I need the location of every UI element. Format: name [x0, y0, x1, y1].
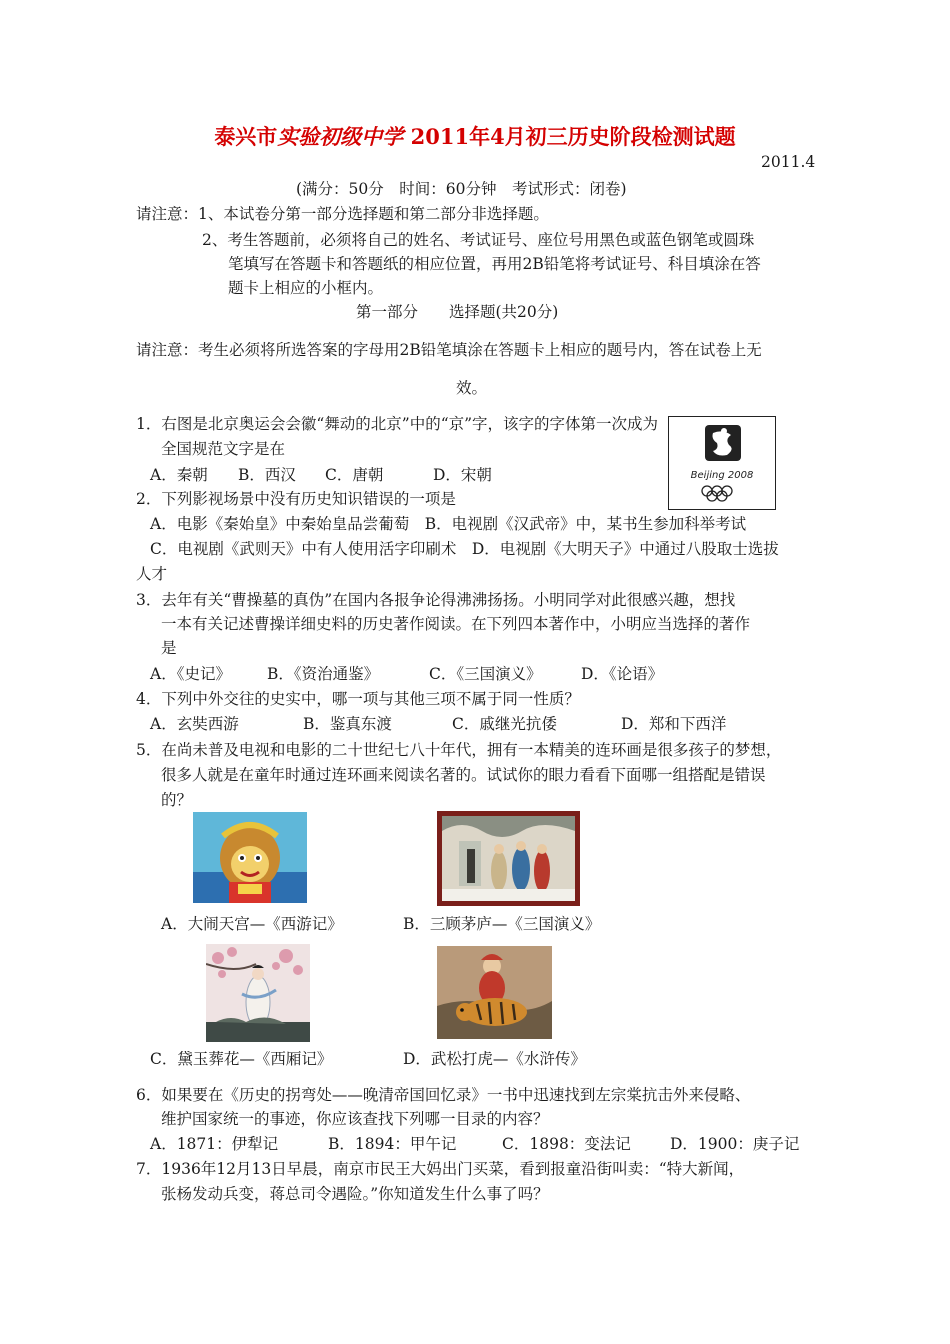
note-1: 请注意：1、本试卷分第一部分选择题和第二部分非选择题。	[136, 205, 549, 223]
q3-option-c: C．《三国演义》	[429, 665, 542, 683]
monkey-king-picture	[193, 812, 307, 903]
exam-meta: (满分：50分 时间：60分钟 考试形式：闭卷)	[296, 180, 627, 198]
q1-line-2: 全国规范文字是在	[161, 440, 286, 458]
q5-caption-a: A．大闹天宫—《西游记》	[161, 915, 343, 933]
q6-option-d: D．1900：庚子记	[670, 1135, 800, 1153]
q6-option-a: A．1871：伊犁记	[150, 1135, 279, 1153]
q1-options	[150, 464, 492, 486]
q1-option-c: C．唐朝	[325, 466, 384, 484]
q5-line-2: 很多人就是在童年时通过连环画来阅读名著的。试试你的眼力看看下面哪一组搭配是错误	[161, 766, 766, 784]
q4-option-c: C．戚继光抗倭	[452, 715, 557, 733]
q4-option-b: B．鉴真东渡	[303, 715, 392, 733]
q3-options	[150, 663, 663, 685]
emblem-text: Beijing 2008	[690, 470, 754, 481]
q4-line-1: 4．下列中外交往的史实中，哪一项与其他三项不属于同一性质？	[136, 690, 580, 708]
beijing-2008-emblem	[668, 416, 776, 510]
section-notice-line-2: 效。	[456, 379, 488, 397]
q5-caption-d: D．武松打虎—《水浒传》	[403, 1050, 586, 1068]
q1-option-d: D．宋朝	[433, 466, 492, 484]
q5-line-1: 5．在尚未普及电视和电影的二十世纪七八十年代，拥有一本精美的连环画是很多孩子的梦想，	[136, 741, 782, 759]
q3-line-1: 3．去年有关“曹操墓的真伪”在国内各报争论得沸沸扬扬。小明同学对此很感兴趣，想找	[136, 591, 736, 609]
q2-line-4: 人才	[136, 565, 168, 583]
q2-line-2: A．电影《秦始皇》中秦始皇品尝葡萄 B．电视剧《汉武帝》中，某书生参加科举考试	[150, 515, 747, 533]
q5-caption-c: C．黛玉葬花—《西厢记》	[150, 1050, 333, 1068]
q4-option-d: D．郑和下西洋	[621, 715, 727, 733]
q3-option-b: B．《资治通鉴》	[267, 665, 380, 683]
q2-line-3: C．电视剧《武则天》中有人使用活字印刷术 D．电视剧《大明天子》中通过八股取士选拔	[150, 540, 779, 558]
q5-line-3: 的？	[161, 791, 193, 809]
q2-line-1: 2．下列影视场景中没有历史知识错误的一项是	[136, 490, 456, 508]
section-notice-line-1: 请注意：考生必须将所选答案的字母用2B铅笔填涂在答题卡上相应的题号内，答在试卷上无	[136, 341, 762, 359]
q4-options	[150, 713, 726, 735]
wusong-fights-tiger-picture	[437, 946, 552, 1039]
q3-option-d: D．《论语》	[581, 665, 664, 683]
q5-caption-b: B．三顾茅庐—《三国演义》	[403, 915, 601, 933]
q1-option-a: A．秦朝	[150, 466, 208, 484]
exam-date: 2011.4	[761, 153, 816, 171]
exam-title: 泰兴市实验初级中学 2011年4月初三历史阶段检测试题	[214, 124, 736, 149]
q1-option-b: B．西汉	[238, 466, 296, 484]
note-2-line-3: 题卡上相应的小框内。	[228, 279, 384, 297]
q3-line-3: 是	[161, 639, 177, 657]
q6-line-2: 维护国家统一的事迹，你应该查找下列哪一目录的内容？	[161, 1110, 549, 1128]
note-2-line-1: 2、考生答题前，必须将自己的姓名、考试证号、座位号用黑色或蓝色钢笔或圆珠	[202, 231, 755, 249]
q6-option-b: B．1894：甲午记	[328, 1135, 457, 1153]
q6-line-1: 6．如果要在《历史的拐弯处——晚清帝国回忆录》一书中迅速找到左宗棠抗击外来侵略、	[136, 1086, 751, 1104]
q4-option-a: A．玄奘西游	[150, 715, 239, 733]
daiyu-burying-flowers-picture	[206, 944, 310, 1042]
q6-options	[150, 1133, 799, 1155]
three-visits-picture	[437, 811, 580, 906]
q3-line-2: 一本有关记述曹操详细史料的历史著作阅读。在下列四本著作中，小明应当选择的著作	[161, 615, 751, 633]
q1-line-1: 1．右图是北京奥运会会徽“舞动的北京”中的“京”字，该字的字体第一次成为	[136, 415, 659, 433]
section-heading: 第一部分 选择题(共20分)	[356, 303, 559, 321]
q7-line-1: 7．1936年12月13日早晨，南京市民王大妈出门买菜，看到报童沿街叫卖：“特大新闻，	[136, 1160, 745, 1178]
q7-line-2: 张杨发动兵变，蒋总司令遇险。”你知道发生什么事了吗？	[161, 1185, 549, 1203]
q3-option-a: A．《史记》	[150, 665, 231, 683]
q6-option-c: C．1898：变法记	[502, 1135, 631, 1153]
note-2-line-2: 笔填写在答题卡和答题纸的相应位置，再用2B铅笔将考试证号、科目填涂在答	[228, 255, 761, 273]
